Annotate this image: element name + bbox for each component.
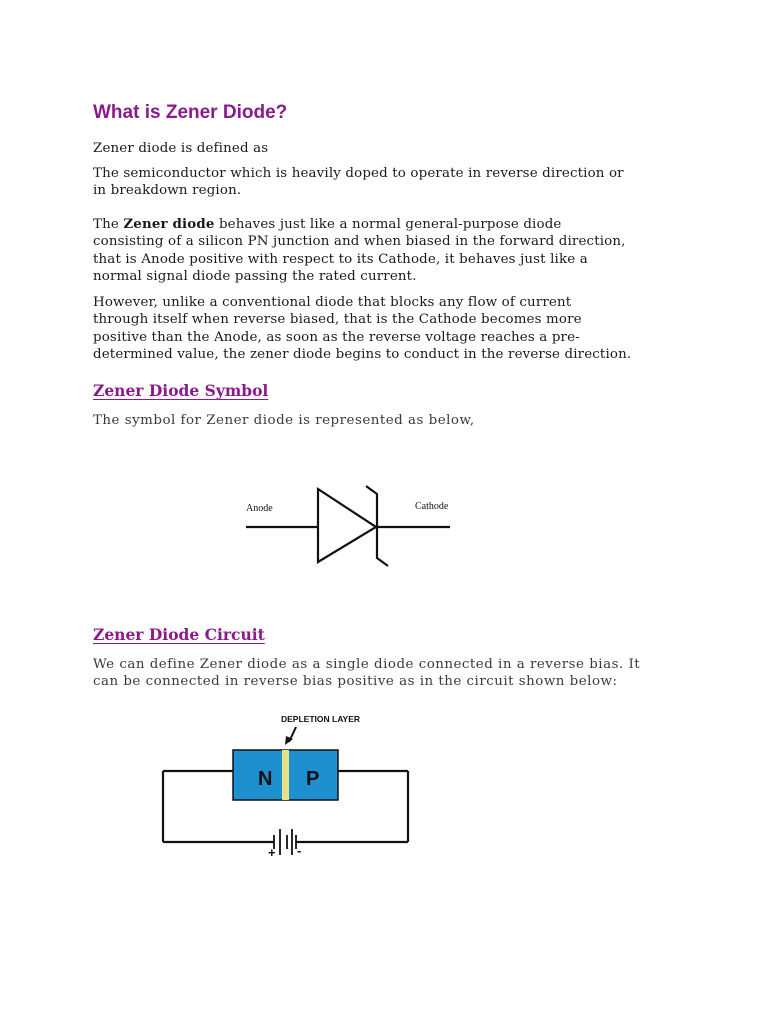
reverse-line: determined value, the zener diode begins to conduct in the reverse direction. (93, 346, 632, 362)
p-region-label: P (306, 768, 320, 790)
circuit-line: can be connected in reverse bias positive as in the circuit shown below: (93, 674, 618, 690)
battery-minus-label: - (297, 843, 302, 858)
behaviour-paragraph (93, 216, 683, 285)
zener-diode-symbol (236, 478, 466, 570)
diode-triangle (318, 489, 376, 562)
anode-label: Anode (246, 503, 273, 514)
behaviour-line: consisting of a silicon PN junction and when biased in the forward direction, (93, 234, 626, 250)
circuit-line: We can define Zener diode as a single diode connected in a reverse bias. It (93, 657, 641, 672)
behaviour-line: that is Anode positive with respect to its Cathode, it behaves just like a (93, 251, 588, 267)
n-region-label: N (258, 768, 273, 790)
page-title: What is Zener Diode? (93, 102, 288, 123)
definition-line: The semiconductor which is heavily doped to operate in reverse direction or (93, 166, 624, 181)
depletion-layer-label: DEPLETION LAYER (281, 714, 361, 724)
battery-plus-label: + (268, 845, 276, 860)
depletion-layer (282, 750, 289, 800)
intro-text: Zener diode is defined as (93, 141, 269, 156)
behaviour-line: behaves just like a normal general-purpose diode (214, 217, 562, 232)
reverse-paragraph (93, 294, 683, 363)
zener-diode-bold: Zener diode (123, 216, 215, 232)
reverse-line: positive than the Anode, as soon as the reverse voltage reaches a pre- (93, 329, 580, 345)
symbol-heading: Zener Diode Symbol (93, 381, 269, 400)
zener-circuit-diagram (150, 705, 430, 865)
definition-paragraph (93, 165, 683, 200)
cathode-label: Cathode (415, 501, 449, 512)
symbol-text: The symbol for Zener diode is represented as below, (93, 413, 475, 428)
reverse-line: However, unlike a conventional diode that blocks any flow of current (93, 295, 572, 310)
circuit-heading: Zener Diode Circuit (93, 625, 265, 644)
behaviour-lead: The (93, 217, 124, 232)
reverse-line: through itself when reverse biased, that is the Cathode becomes more (93, 312, 582, 328)
circuit-paragraph (93, 656, 683, 691)
behaviour-line: normal signal diode passing the rated current. (93, 268, 417, 284)
definition-line: in breakdown region. (93, 183, 242, 199)
